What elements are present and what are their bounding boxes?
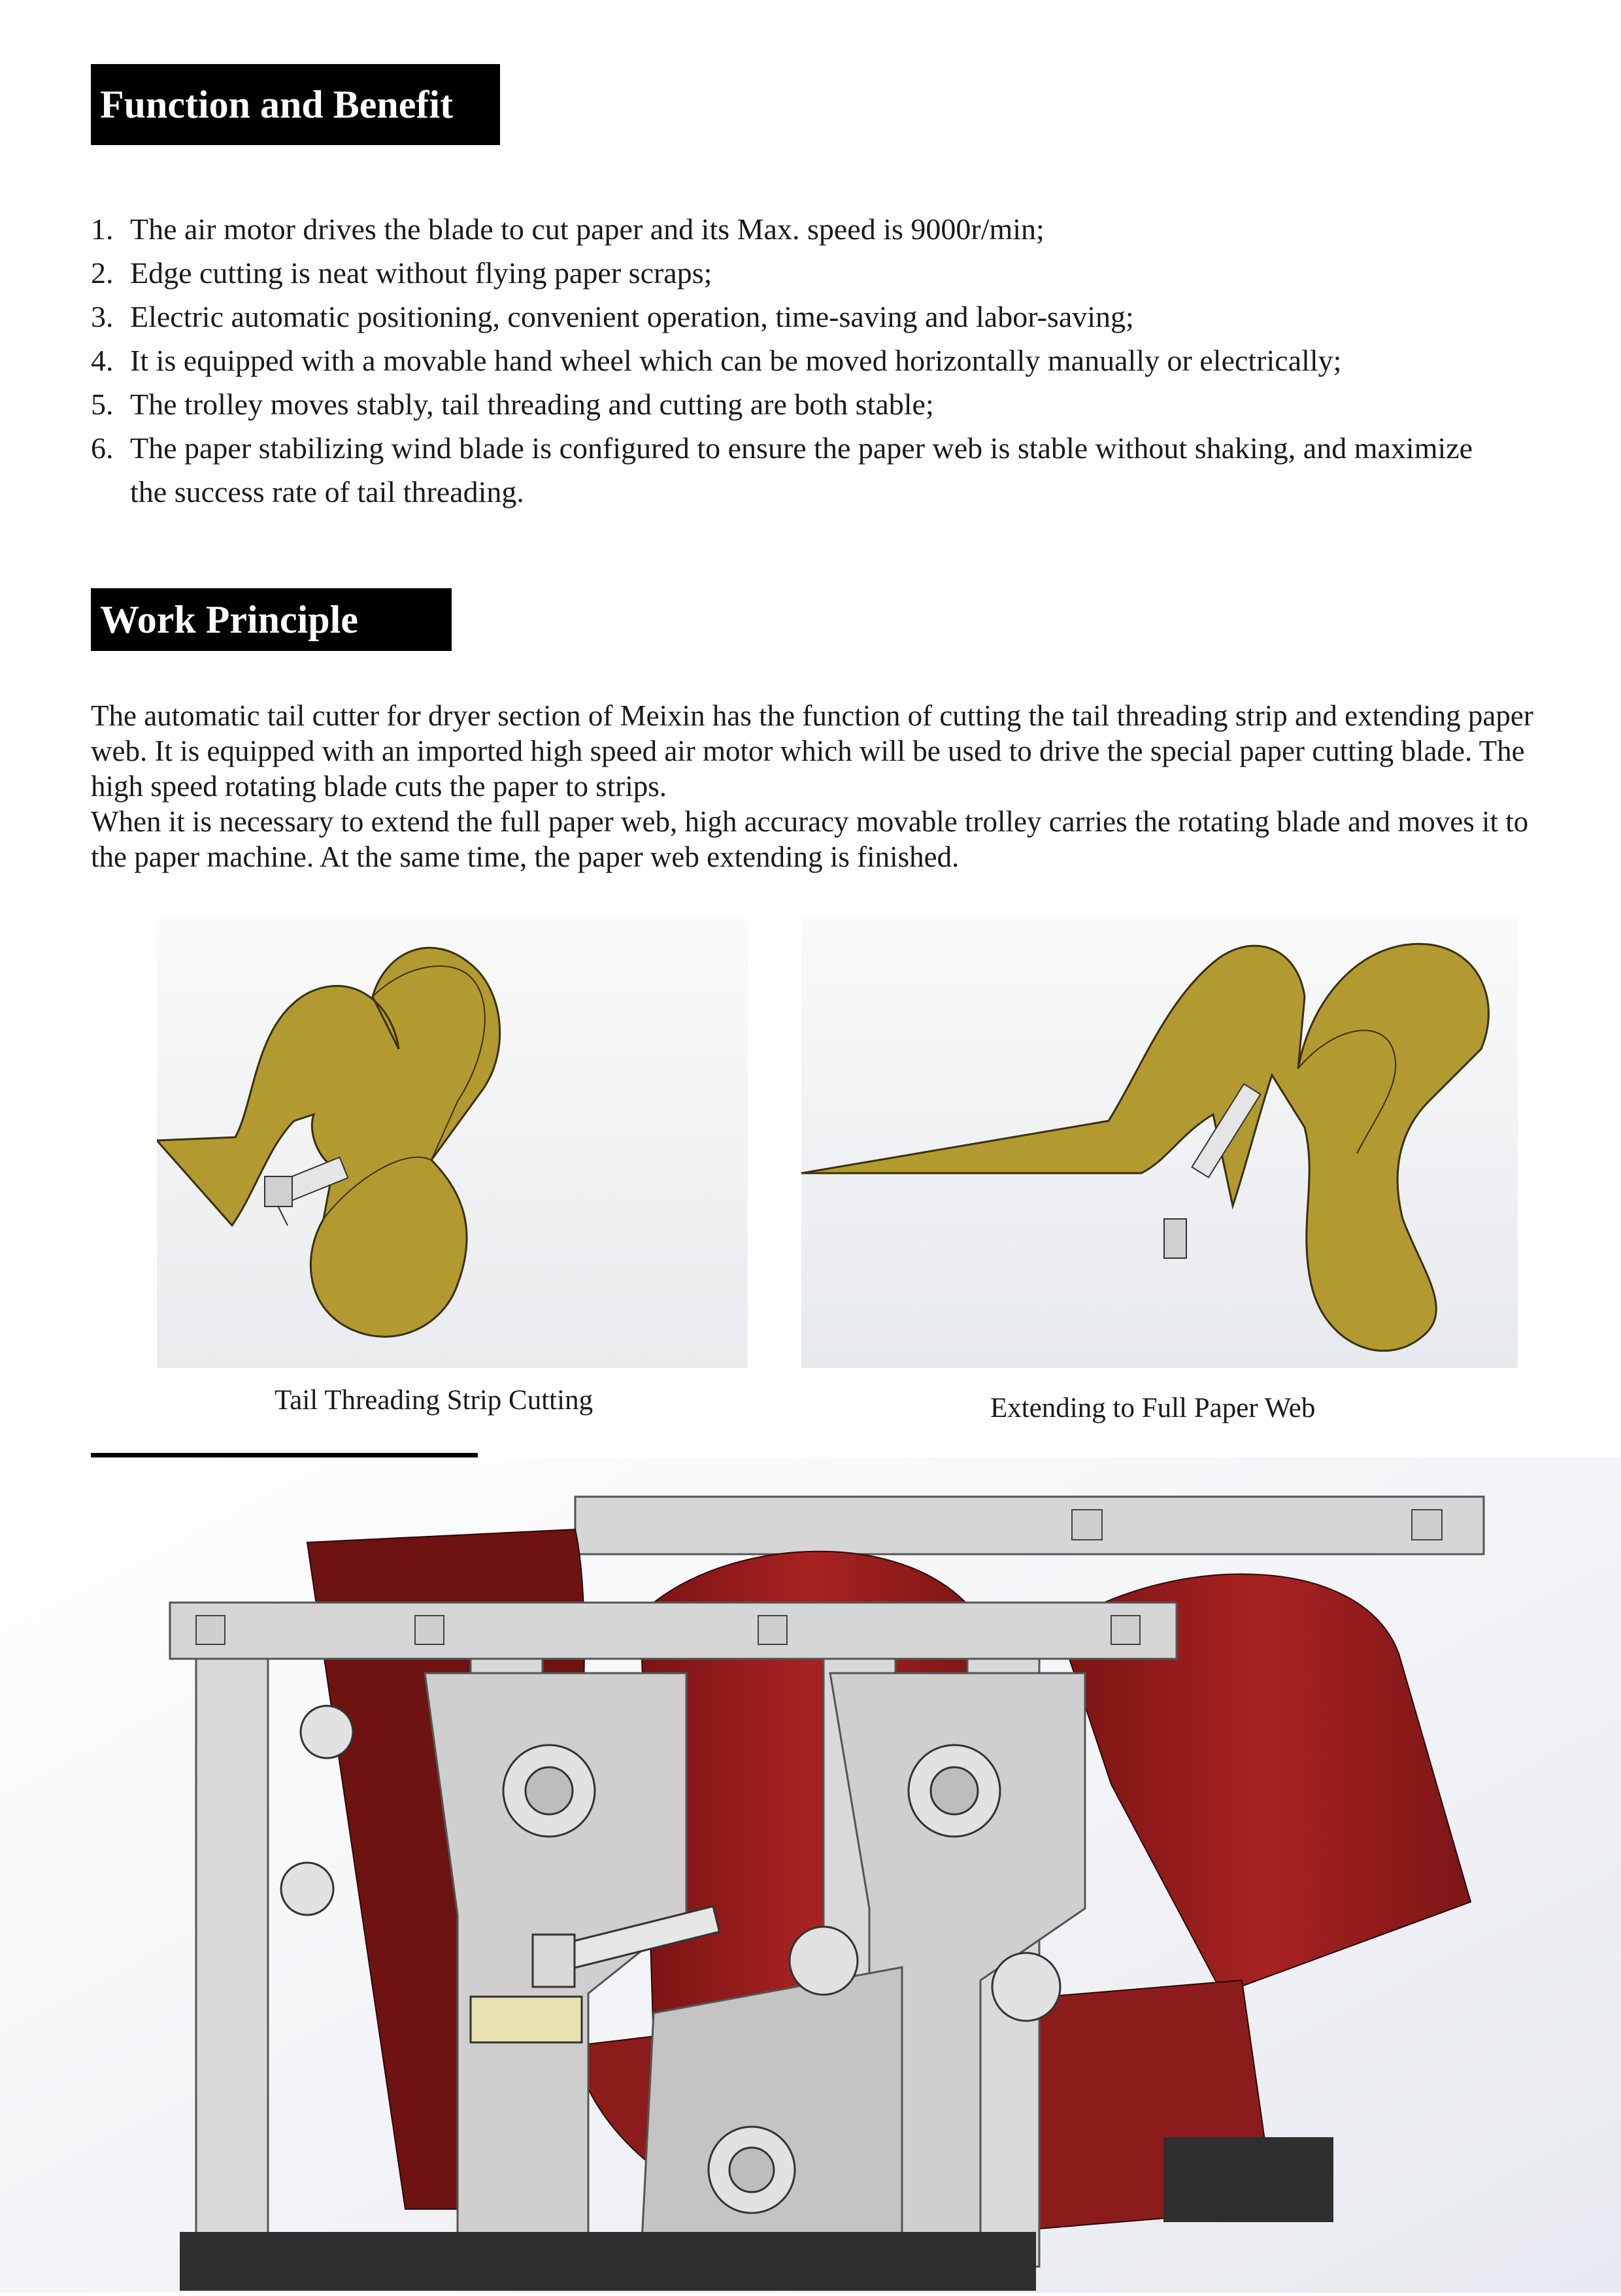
right-figure-caption: Extending to Full Paper Web: [990, 1393, 1316, 1423]
function-benefit-list: [91, 207, 1529, 514]
list-item: 4. It is equipped with a movable hand wheel which can be moved horizontally manually or electrically;: [91, 344, 1342, 377]
full-web-illustration: [801, 918, 1518, 1368]
list-item: 2. Edge cutting is neat without flying paper scraps;: [91, 256, 712, 290]
work-principle-heading: Work Principle: [91, 588, 452, 651]
dryer-section-machine: [0, 1457, 1621, 2293]
function-benefit-heading: Function and Benefit: [91, 64, 500, 145]
list-item: 6. The paper stabilizing wind blade is configured to ensure the paper web is stable without shaking, and maximize the success rate of tail threading.: [91, 431, 1473, 508]
tail-threading-illustration: [157, 918, 748, 1368]
left-figure-caption: Tail Threading Strip Cutting: [275, 1385, 593, 1416]
work-principle-text: [91, 698, 1548, 874]
machine-illustration: [0, 1457, 1621, 2293]
work-principle-paragraph: The automatic tail cutter for dryer section of Meixin has the function of cutting the tail threading strip and extending paper web. It is equipped with an imported high speed air motor which will be used to drive the special paper cutting blade. The high speed rotating blade cuts the paper to strips.: [91, 699, 1533, 803]
full-web-diagram: [801, 918, 1518, 1368]
list-item: 1. The air motor drives the blade to cut paper and its Max. speed is 9000r/min;: [91, 212, 1044, 246]
tail-threading-diagram: [157, 918, 748, 1368]
list-item: 3. Electric automatic positioning, convenient operation, time-saving and labor-saving;: [91, 300, 1134, 333]
work-principle-paragraph: When it is necessary to extend the full paper web, high accuracy movable trolley carries the rotating blade and moves it to the paper machine. At the same time, the paper web extending is finished.: [91, 805, 1529, 873]
list-item: 5. The trolley moves stably, tail threading and cutting are both stable;: [91, 388, 934, 421]
